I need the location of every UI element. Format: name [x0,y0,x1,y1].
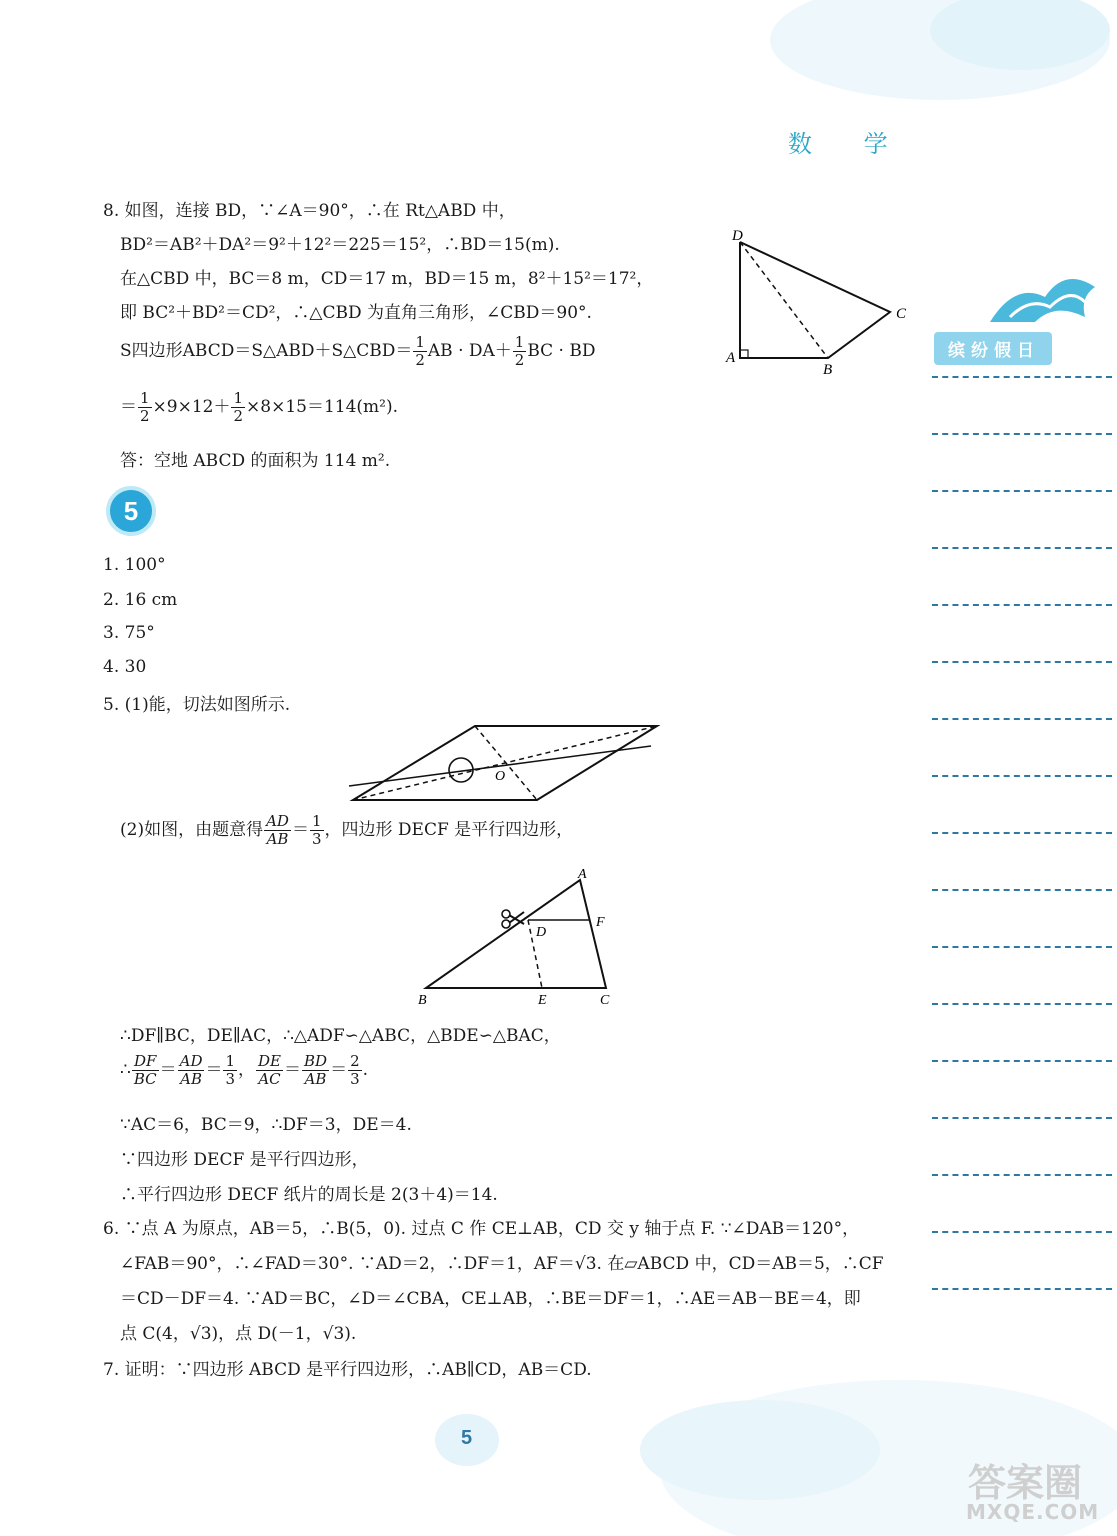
subject-title: 数 学 [788,130,910,158]
section-badge: 5 [106,486,156,536]
quadrilateral-figure [720,222,920,382]
q5-line-similar: ∴DF∥BC，DE∥AC，∴△ADF∽△ABC，△BDE∽△BAC， [120,1026,561,1046]
answer-3: 3. 75° [103,623,155,643]
label-B: B [418,993,427,1008]
q5-part2-line: (2)如图，由题意得 $\frac{AD}{AB}$ ＝ $\frac{1}{3}$ ，四边形 DECF 是平行四边形， [120,812,574,848]
half-fraction: $\frac{1}{2}$ [514,333,525,369]
note-line [932,946,1112,948]
note-line [932,376,1112,378]
note-line [932,718,1112,720]
note-line [932,889,1112,891]
note-line [932,433,1112,435]
watermark-logo: 答案圈 [968,1461,1083,1505]
q5-ratio-line: ∴ $\frac{DF}{BC}$ ＝ $\frac{AD}{AB}$ ＝ $\frac{1}{3}$ ， $\frac{DE}{AC}$ ＝ $\frac{BD}{AB}$ ＝ $\frac{2}{3}$ . [120,1052,369,1088]
q5-line-values: ∵AC＝6，BC＝9，∴DF＝3，DE＝4. [120,1115,412,1135]
q8-line-3: 在△CBD 中，BC＝8 m，CD＝17 m，BD＝15 m，8²＋15²＝17²， [120,269,654,289]
q8-line-4: 即 BC²＋BD²＝CD²，∴△CBD 为直角三角形，∠CBD＝90°. [120,303,592,323]
triangle-figure [410,864,630,1014]
note-line [932,1174,1112,1176]
note-line [932,1060,1112,1062]
label-F: F [596,915,605,930]
label-E: E [538,993,547,1008]
label-A: A [578,867,587,882]
q8-line-2: BD²＝AB²＋DA²＝9²＋12²＝225＝15²，∴BD＝15(m). [120,235,560,255]
half-fraction: $\frac{1}{2}$ [233,389,244,425]
q5-line-parallelogram: ∵四边形 DECF 是平行四边形， [120,1150,369,1170]
watermark-url: MXQE.COM [966,1500,1100,1524]
answer-2: 2. 16 cm [103,590,178,610]
fraction-AD-AB: $\frac{AD}{AB}$ [266,812,289,848]
area-sum: S四边形ABCD＝S△ABD＋S△CBD＝ [120,341,413,361]
q6-line-2: ∠FAB＝90°，∴∠FAD＝30°. ∵AD＝2，∴DF＝1，AF＝√3. 在▱ABCD 中，CD＝AB＝5，∴CF [120,1254,884,1274]
note-line [932,775,1112,777]
q6-line-4: 点 C(4，√3)，点 D(－1，√3). [120,1324,357,1344]
top-splash-decoration [760,0,1117,110]
sidebar-label: 缤纷假日 [934,332,1052,365]
label-D: D [536,925,547,940]
note-line [932,604,1112,606]
label-A: A [726,350,736,366]
note-line [932,832,1112,834]
q5-line-perimeter: ∴平行四边形 DECF 纸片的周长是 2(3＋4)＝14. [120,1185,498,1205]
page-number: 5 [461,1427,473,1449]
scissors-icon [502,910,524,928]
answer-5: 5. (1)能，切法如图所示. [103,695,291,715]
q8-area-formula: S四边形ABCD＝S△ABD＋S△CBD＝ $\frac{1}{2}$ AB · DA＋ $\frac{1}{2}$ BC · BD [120,333,596,369]
note-line [932,1117,1112,1119]
answer-4: 4. 30 [103,657,147,677]
note-line [932,1231,1112,1233]
parallelogram-figure [345,718,665,808]
wave-icon [985,262,1105,332]
label-O: O [495,769,506,784]
label-C: C [896,306,907,322]
note-line [932,661,1112,663]
q8-line-1: 8. 如图，连接 BD，∵∠A＝90°，∴在 Rt△ABD 中， [103,201,516,221]
note-line [932,1003,1112,1005]
note-line [932,1288,1112,1290]
fraction-one-third: $\frac{1}{3}$ [311,812,322,848]
note-line [932,490,1112,492]
q7-line-1: 7. 证明：∵四边形 ABCD 是平行四边形，∴AB∥CD，AB＝CD. [103,1360,592,1380]
label-D: D [732,228,743,244]
q6-line-1: 6. ∵点 A 为原点，AB＝5，∴B(5，0). 过点 C 作 CE⊥AB，CD 交 y 轴于点 F. ∵∠DAB＝120°， [103,1219,860,1239]
answer-1: 1. 100° [103,555,166,575]
q8-area-result: ＝ $\frac{1}{2}$ ×9×12＋ $\frac{1}{2}$ ×8×15＝114(m²). [120,389,399,425]
half-fraction: $\frac{1}{2}$ [140,389,150,425]
half-fraction: $\frac{1}{2}$ [415,333,425,369]
label-B: B [823,362,833,378]
q8-answer: 答：空地 ABCD 的面积为 114 m². [120,451,391,471]
label-C: C [600,993,610,1008]
q6-line-3: ＝CD－DF＝4. ∵AD＝BC，∠D＝∠CBA，CE⊥AB，∴BE＝DF＝1，∴AE＝AB－BE＝4，即 [120,1289,861,1309]
note-line [932,547,1112,549]
